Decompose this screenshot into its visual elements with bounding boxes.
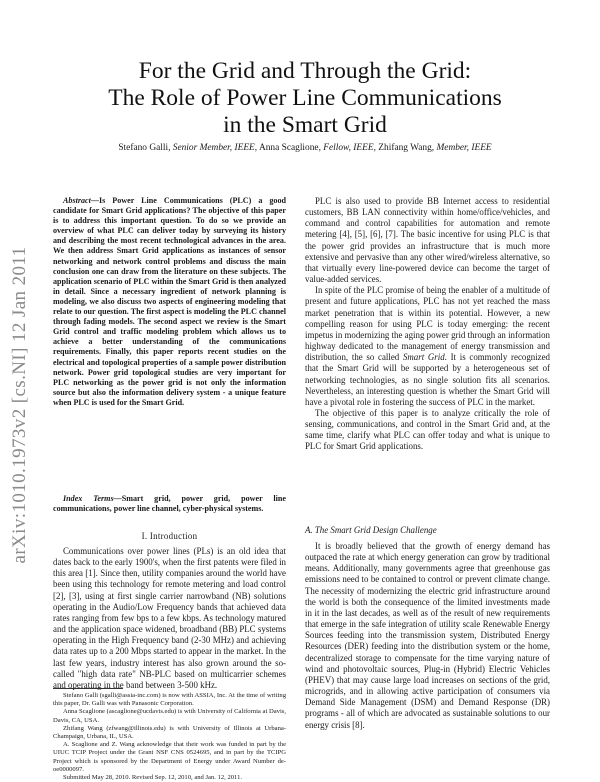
title-line-3: in the Smart Grid [223, 112, 387, 138]
footnote-1: Stefano Galli (sgalli@assia-inc.com) is now with ASSIA, Inc. At the time of writing this paper, Dr. Galli was with Panasonic Corporation. [53, 692, 286, 708]
right-bottom-paragraph: It is broadly believed that the growth of energy demand has outpaced the rate at which energy generation can grow by traditional means. Additionally, many governments agree that greenhouse gas emissions need to be contained to control or prevent climate change. The necessity of modernizing the electric grid infrastructure around the world is both the consequence of the limited investments made in it in the last decades, as well as of the result of new requirements that emerge in the safe integration of utility scale Renewable Energy Sources feeding into the transmission system, Distributed Energy Resources (DER) feeding into the distribution system or the home, decentralized storage to compensate for the time varying nature of wind and photovoltaic sources, Plug-in (Hybrid) Electric Vehicles (PHEV) that may cause large load increases on sections of the grid, microgrids, and in allowing active participation of consumers via Demand Side Management (DSM) and Demand Response (DR) programs - all of which are advocated as sustainable solutions to our energy crisis [8]. [305, 541, 550, 730]
title-line-1: For the Grid and Through the Grid: [138, 58, 472, 84]
abstract-text: —Is Power Line Communications (PLC) a good candidate for Smart Grid applications? The objective of this paper is to address this important question. To do so we provide an overview of what PLC can deliver today by surveying its history and describing the most recent technological advances in the area. We then address Smart Grid applications as instances of sensor networking and network control problems and discuss the main conclusion one can draw from the literature on these subjects. The application scenario of PLC within the Smart Grid is then analyzed in detail. Since a necessary ingredient of network planning is modeling, we also discuss two aspects of engineering modeling that relate to our question. The first aspect is modeling the PLC channel through fading models. The second aspect we review is the Smart Grid control and traffic modeling problem which allows us to achieve a better understanding of the communications requirements. Finally, this paper reports recent studies on the electrical and topological properties of a sample power distribution network. Power grid topological studies are very important for PLC networking as the power grid is not only the information source but also the information delivery system - a unique feature when PLC is used for the Smart Grid. [53, 196, 286, 407]
right-paragraph-2 [305, 285, 550, 408]
right-column-bottom [305, 541, 550, 731]
footnotes [53, 692, 286, 782]
author-3-name: Zhifang Wang, [378, 143, 435, 153]
abstract-label: Abstract [63, 196, 91, 205]
arxiv-stamp [2, 205, 38, 605]
author-1-role: Senior Member, IEEE, [172, 143, 258, 153]
footnote-4: A. Scaglione and Z. Wang acknowledge that their work was funded in part by the UIUC TCIP Project under the Grant NSF CNS 0524695, and in part by the TCIPG Project which is sponsored by the Department of Energy under Award Number de-oe0000097. [53, 741, 286, 773]
subsection-heading: A. The Smart Grid Design Challenge [305, 525, 437, 535]
intro-text: Communications over power lines (PLs) is an old idea that dates back to the early 1900's, when the first patents were filed in this area [1]. Since then, utility companies around the world have been using this technology for remote metering and load control [2], [3], using at first single carrier narrowband (NB) solutions operating in the Audio/Low Frequency bands that achieved data rates ranging from few bps to a few kbps. As technology matured and the application space widened, broadband (BB) PLC systems operating in the High Frequency band (2-30 MHz) and achieving data rates up to a 200 Mbps started to appear in the market. In the last few years, industry interest has also grown around the so-called "high data rate" NB-PLC based on multicarrier schemes and operating in the band between 3-500 kHz. [53, 546, 286, 690]
author-1-name: Stefano Galli, [118, 143, 171, 153]
introduction-paragraph [53, 546, 286, 691]
arxiv-stamp-text: arXiv:1010.1973v2 [cs.NI] 12 Jan 2011 [9, 246, 30, 564]
paper-title [70, 58, 540, 139]
author-2-name: Anna Scaglione, [258, 143, 321, 153]
author-line [60, 143, 550, 153]
index-terms [53, 494, 286, 514]
title-line-2: The Role of Power Line Communications [108, 85, 502, 111]
index-terms-label: Index Terms [63, 494, 114, 503]
section-heading: I. Introduction [141, 531, 198, 541]
index-terms-text: —Smart grid, power grid, power line communications, power line channel, cyber-physical systems. [53, 494, 287, 514]
footnote-rule [53, 688, 123, 689]
right-column-top [305, 196, 550, 453]
smart-grid-term: Smart Grid [402, 352, 445, 363]
footnote-3: Zhifang Wang (zfwang@illinois.edu) is with University of Illinois at Urbana-Champaign, Urbana, IL, USA. [53, 724, 286, 741]
footnote-5: Submitted May 28, 2010. Revised Sep. 12, 2010, and Jan. 12, 2011. [63, 774, 243, 782]
right-paragraph-1: PLC is also used to provide BB Internet access to residential customers, BB LAN connectivity within home/office/vehicles, and command and control capabilities for automation and remote metering [4], [5], [6], [7]. The basic incentive for using PLC is that the power grid provides an infrastructure that is much more extensive and pervasive than any other wired/wireless alternative, so that virtually every line-powered device can become the target of value-added services. [305, 196, 550, 285]
right-paragraph-3: The objective of this paper is to analyze critically the role of sensing, communications, and control in the Smart Grid and, at the same time, clarify what PLC can offer today and what is unique to PLC for Smart Grid applications. [305, 407, 550, 452]
footnote-2: Anna Scaglione (ascaglione@ucdavis.edu) is with University of California at Davis, Davis, CA, USA. [53, 708, 286, 724]
right-paragraph-2-b: . It is commonly recognized that the Smart Grid will be supported by a heterogeneous set of networking technologies, as no single solution fits all scenarios. Nevertheless, an interesting question is whether the Smart Grid will have a pivotal role in fostering the success of PLC in the market. [305, 352, 550, 407]
abstract [53, 196, 286, 408]
author-2-role: Fellow, IEEE, [323, 143, 376, 153]
right-paragraph-2-a: In spite of the PLC promise of being the enabler of a multitude of present and future applications, PLC has not yet reached the mass market penetration that is within its potential. However, a new compelling reason for using PLC is today emerging: the recent impetus in modernizing the aging power grid through an information highway dedicated to the management of energy transmission and distribution, the so called [305, 285, 550, 363]
author-3-role: Member, IEEE [436, 143, 492, 153]
